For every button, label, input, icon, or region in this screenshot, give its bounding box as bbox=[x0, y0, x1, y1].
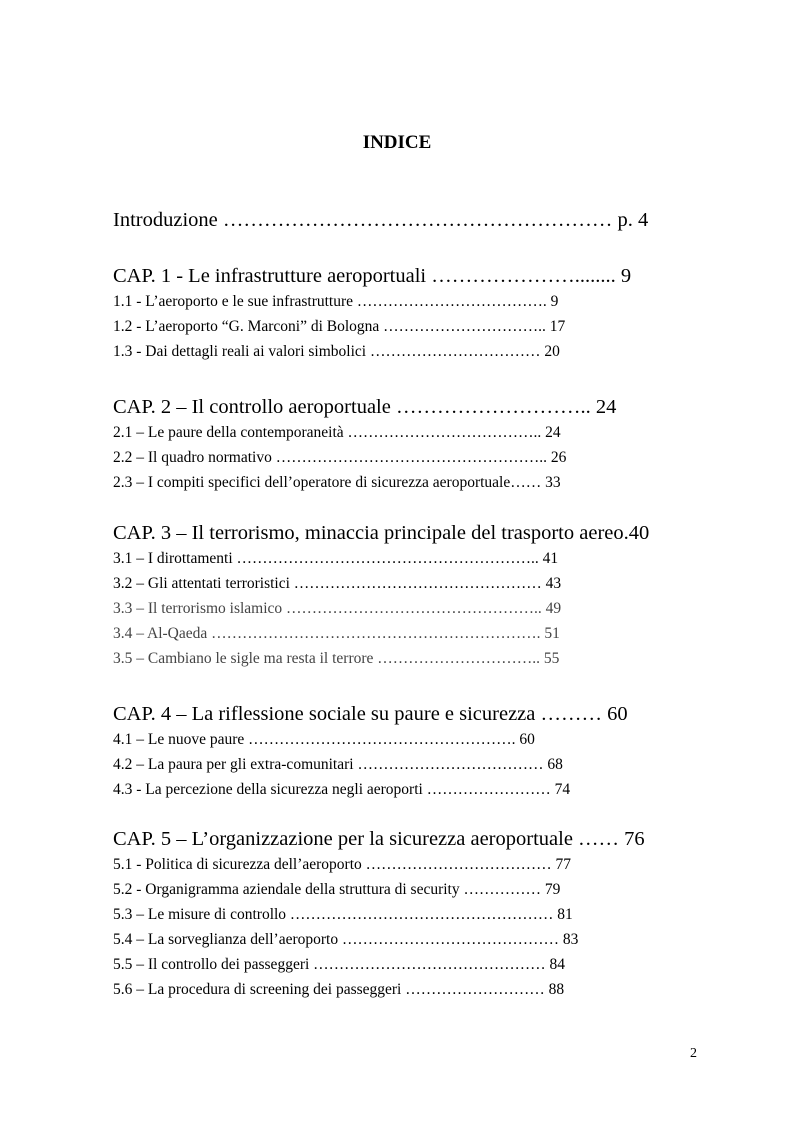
toc-item: 4.3 - La percezione della sicurezza negli aeroporti …………………… 74 bbox=[113, 781, 571, 798]
toc-intro: Introduzione ………………………………………………… p. 4 bbox=[113, 209, 649, 231]
toc-item: 5.2 - Organigramma aziendale della struttura di security …………… 79 bbox=[113, 881, 561, 898]
toc-chapter-1: CAP. 1 - Le infrastrutture aeroportuali …………………........ 9 bbox=[113, 265, 632, 287]
toc-item: 2.1 – Le paure della contemporaneità ……………………………….. 24 bbox=[113, 424, 561, 441]
toc-item: 1.1 - L’aeroporto e le sue infrastrutture ………………………………. 9 bbox=[113, 293, 559, 310]
toc-item: 3.5 – Cambiano le sigle ma resta il terrore ………………………….. 55 bbox=[113, 650, 560, 667]
page-title: INDICE bbox=[362, 132, 432, 153]
page-number: 2 bbox=[690, 1046, 697, 1061]
toc-item: 2.2 – Il quadro normativo …………………………………………….. 26 bbox=[113, 449, 567, 466]
toc-item: 5.6 – La procedura di screening dei passeggeri ……………………… 88 bbox=[113, 981, 565, 998]
toc-item: 1.3 - Dai dettagli reali ai valori simbolici …………………………… 20 bbox=[113, 343, 560, 360]
toc-item: 3.2 – Gli attentati terroristici ………………………………………… 43 bbox=[113, 575, 562, 592]
toc-item: 1.2 - L’aeroporto “G. Marconi” di Bologna ………………………….. 17 bbox=[113, 318, 566, 335]
toc-item: 3.3 – Il terrorismo islamico ………………………………………….. 49 bbox=[113, 600, 562, 617]
toc-chapter-2: CAP. 2 – Il controllo aeroportuale ……………………….. 24 bbox=[113, 396, 617, 418]
toc-item: 4.1 – Le nuove paure ……………………………………………. 60 bbox=[113, 731, 535, 748]
toc-chapter-4: CAP. 4 – La riflessione sociale su paure e sicurezza ……… 60 bbox=[113, 703, 628, 725]
toc-chapter-3: CAP. 3 – Il terrorismo, minaccia principale del trasporto aereo.40 bbox=[113, 522, 650, 544]
toc-item: 2.3 – I compiti specifici dell’operatore di sicurezza aeroportuale…… 33 bbox=[113, 474, 561, 491]
toc-item: 5.1 - Politica di sicurezza dell’aeroporto ……………………………… 77 bbox=[113, 856, 572, 873]
toc-item: 5.5 – Il controllo dei passeggeri ……………………………………… 84 bbox=[113, 956, 566, 973]
toc-item: 5.4 – La sorveglianza dell’aeroporto …………………………………… 83 bbox=[113, 931, 579, 948]
toc-item: 5.3 – Le misure di controllo …………………………………………… 81 bbox=[113, 906, 573, 923]
toc-item: 3.4 – Al-Qaeda ………………………………………………………. 51 bbox=[113, 625, 560, 642]
toc-chapter-5: CAP. 5 – L’organizzazione per la sicurezza aeroportuale …… 76 bbox=[113, 828, 645, 850]
toc-item: 3.1 – I dirottamenti ………………………………………………….. 41 bbox=[113, 550, 559, 567]
toc-item: 4.2 – La paura per gli extra-comunitari ……………………………… 68 bbox=[113, 756, 563, 773]
